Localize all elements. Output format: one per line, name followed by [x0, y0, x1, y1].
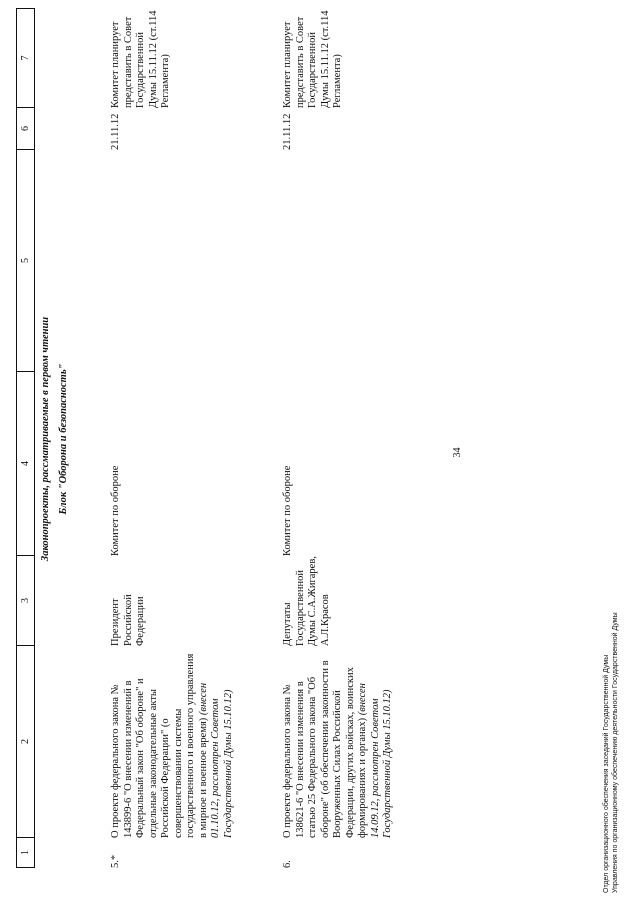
- bill-title-body: "О внесении изменений в Федеральный закон "Об обороне" и отдельные законодательные акты Российской Федерации" (о совершенствовании системы государственного и военного управления в мирное и военное время): [122, 653, 209, 838]
- bill-committee: Комитет по обороне: [110, 465, 121, 556]
- bill-remark: Комитет планирует представить в Совет Государственной Думы 15.11.12 (ст.114 Регламента): [282, 10, 343, 108]
- section-title: Законопроекты, рассматриваемые в первом чтении: [40, 316, 51, 562]
- bill-date: 21.11.12: [282, 113, 293, 150]
- bill-title-head: О проекте федерального закона № 143899-6: [110, 684, 134, 838]
- column-header-1: 1: [17, 837, 34, 867]
- row-number: 6.: [282, 860, 293, 868]
- column-number-header: [16, 8, 35, 868]
- column-header-4: 4: [17, 371, 34, 555]
- row-number: 5.*: [110, 854, 121, 868]
- bill-author: Депутаты Государственной Думы С.А.Жигарев, А.Л.Красов: [282, 556, 331, 646]
- bill-note: (внесен 14.09.12, рассмотрен Советом Государственной Думы 15.10.12): [357, 683, 393, 838]
- bill-title-body: "О внесении изменения в статью 25 Федерального закона "Об обороне" (об обеспечении законности в Вооруженных Силах Российской Федерации, других войсках, воинских формированиях и органах): [294, 660, 368, 838]
- page-number: 34: [452, 447, 463, 458]
- bill-column-5: [110, 150, 235, 372]
- column-header-6: 6: [17, 107, 34, 149]
- footer-line-2: Управления по организационному обеспечению деятельности Государственной Думы: [611, 612, 619, 893]
- bill-date: 21.11.12: [110, 113, 121, 150]
- bill-remark: Комитет планирует представить в Совет Государственной Думы 15.11.12 (ст.114 Регламента): [110, 10, 171, 108]
- bill-description: [282, 646, 395, 838]
- footer-line-1: Отдел организационного обеспечения заседаний Государственной Думы: [603, 654, 610, 893]
- table-row: [282, 10, 395, 868]
- bill-description: [110, 646, 235, 838]
- bill-title-head: О проекте федерального закона № 138621-6: [282, 684, 306, 838]
- footer: [603, 612, 620, 893]
- table-row: [110, 10, 235, 868]
- bill-committee: Комитет по обороне: [282, 465, 293, 556]
- bill-author: Президент Российской Федерации: [110, 594, 146, 646]
- column-header-5: 5: [17, 149, 34, 371]
- block-title: Блок "Оборона и безопасность": [58, 363, 69, 515]
- column-header-7: 7: [20, 55, 31, 61]
- bill-note: (внесен 01.10.12, рассмотрен Советом Государственной Думы 15.10.12): [197, 682, 234, 838]
- column-header-3: 3: [17, 555, 34, 645]
- column-header-2: 2: [17, 645, 34, 837]
- bill-column-5: [282, 150, 395, 372]
